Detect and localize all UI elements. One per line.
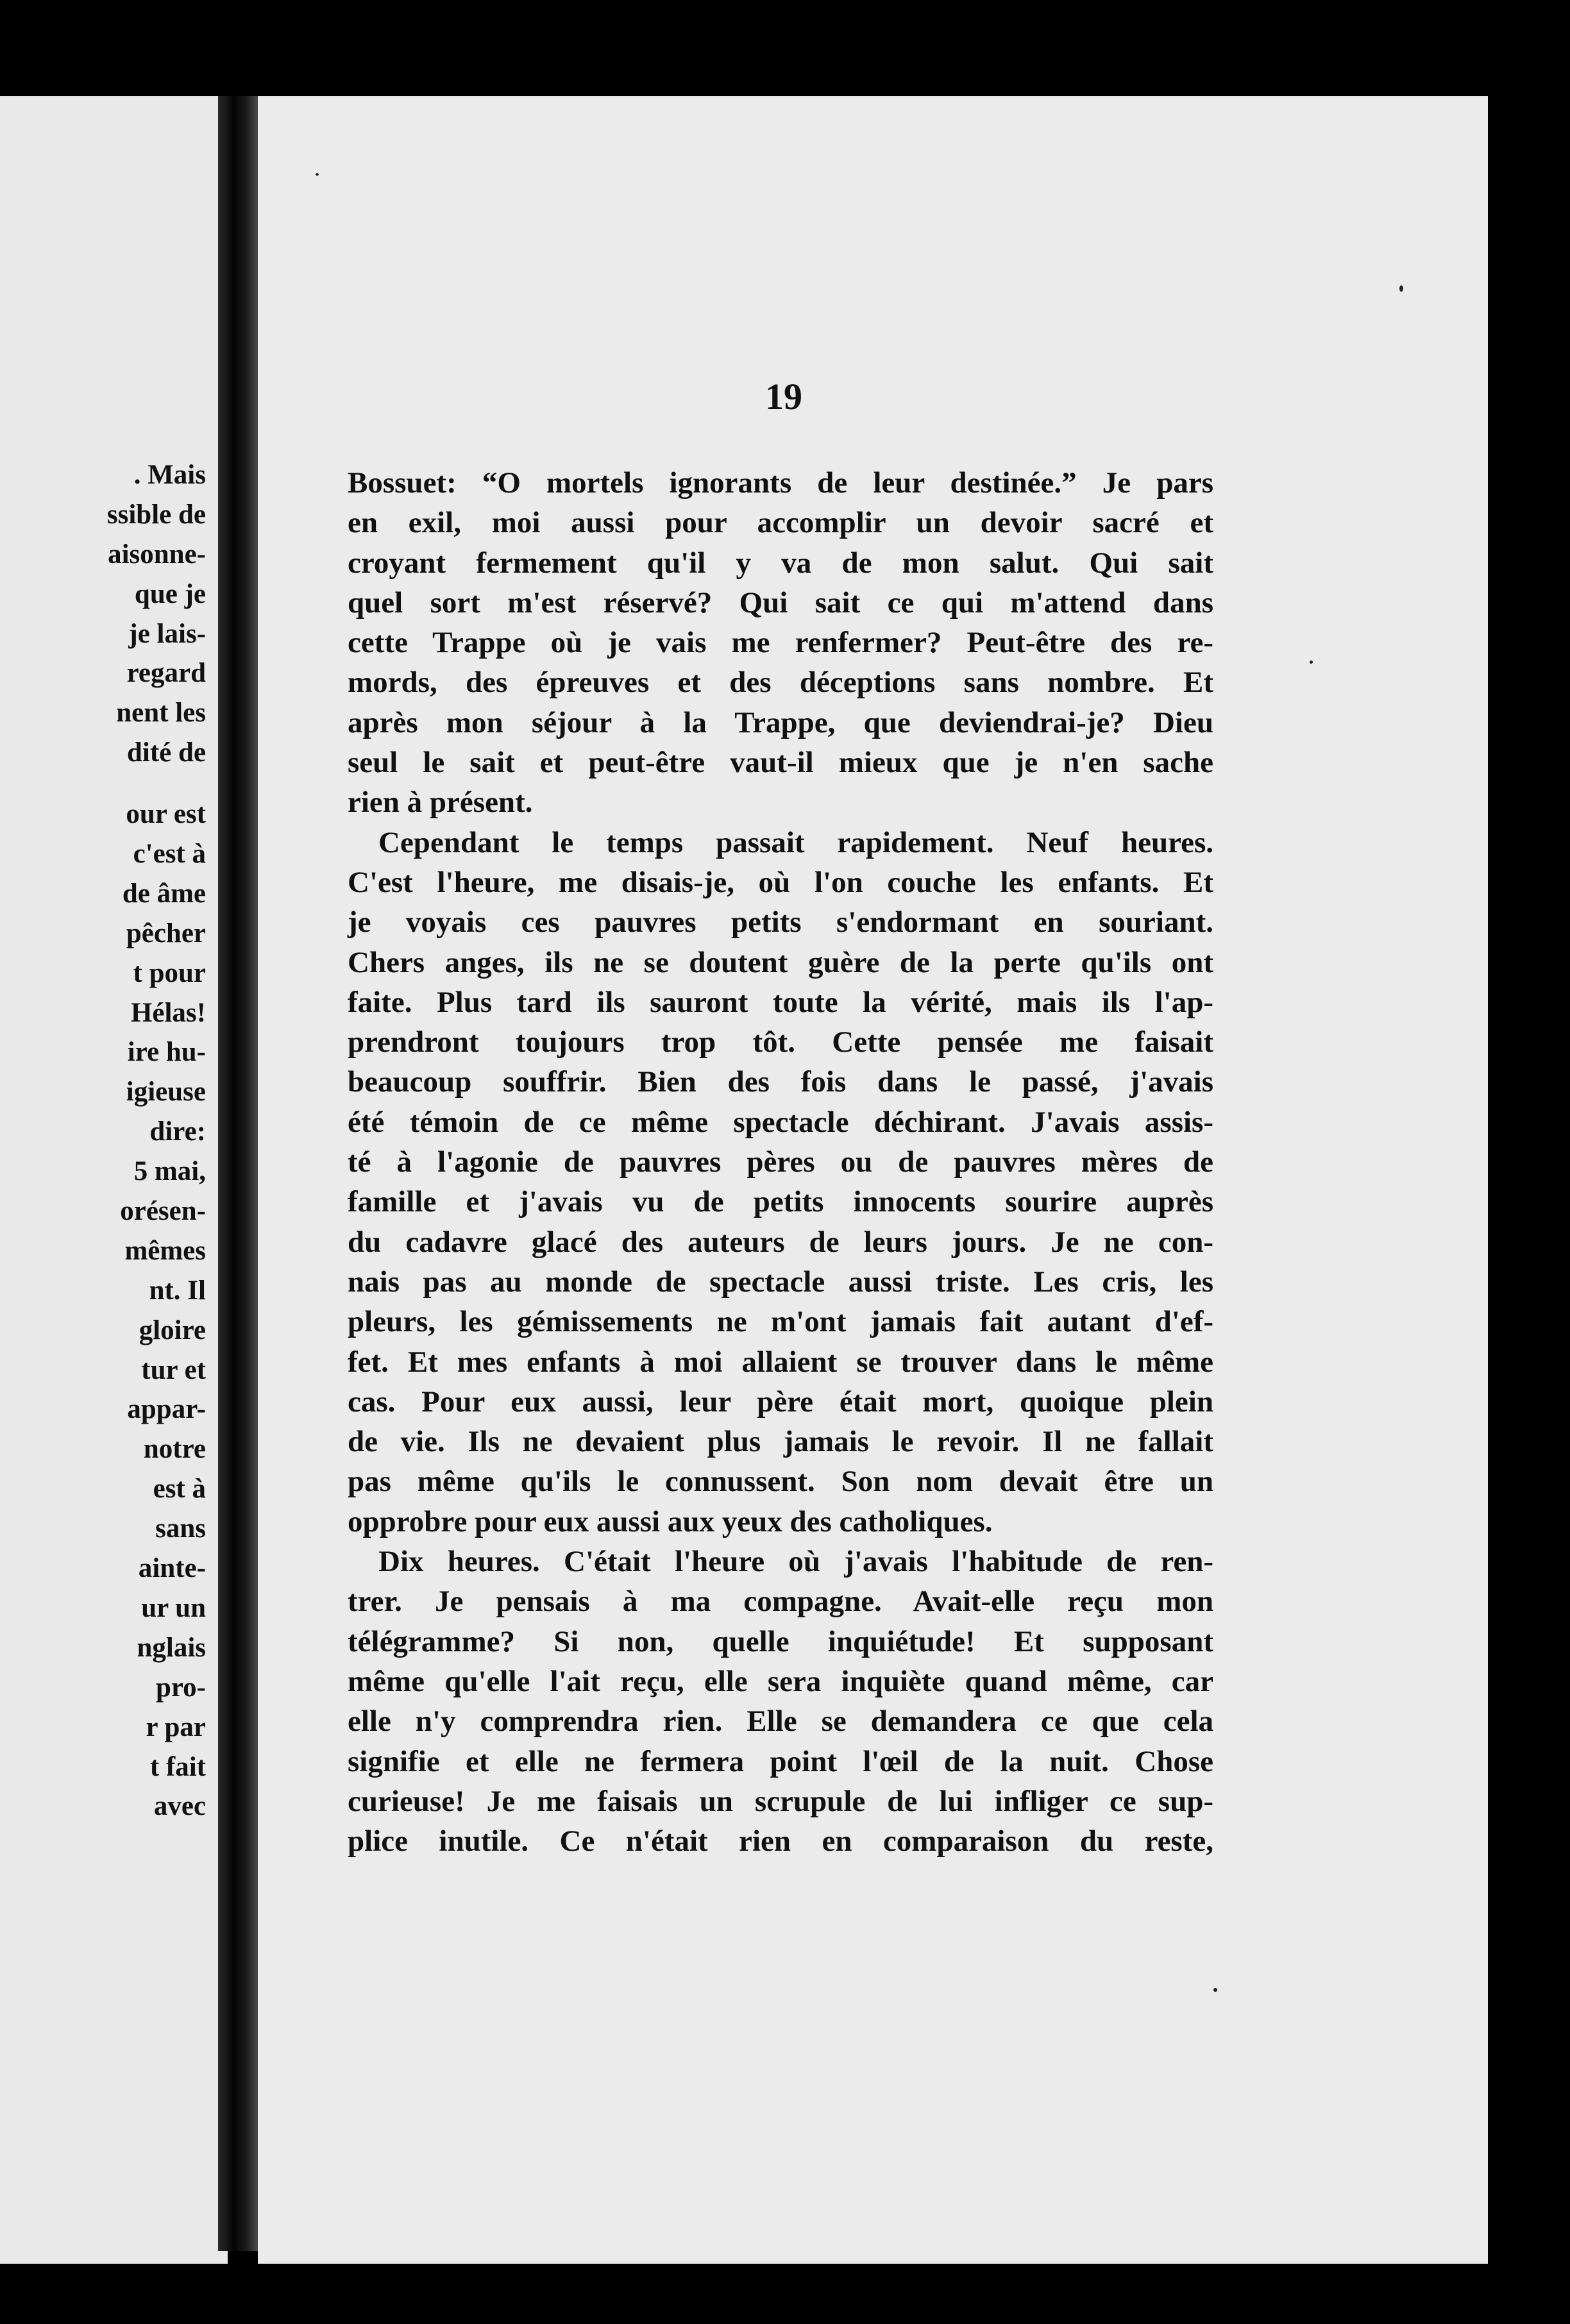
- text-line: de vie. Ils ne devaient plus jamais le revoir. Il ne fallait: [348, 1425, 1213, 1459]
- scan-speck: [316, 173, 319, 176]
- scan-speck: [1399, 285, 1403, 292]
- text-line: en exil, moi aussi pour accomplir un devoir sacré et: [348, 506, 1213, 540]
- previous-page-line: ssible de: [106, 499, 206, 530]
- previous-page-line: pro-: [155, 1672, 206, 1703]
- previous-page-line: que je: [134, 578, 206, 609]
- text-line: mords, des épreuves et des déceptions sans nombre. Et: [348, 666, 1213, 700]
- paragraph: [348, 823, 1213, 1542]
- text-line: famille et j'avais vu de petits innocents sourire auprès: [348, 1185, 1213, 1219]
- previous-page-fragment: [0, 96, 228, 2264]
- text-line: beaucoup souffrir. Bien des fois dans le passé, j'avais: [348, 1065, 1213, 1099]
- text-line: curieuse! Je me faisais un scrupule de lui infliger ce sup-: [348, 1784, 1213, 1818]
- paragraph: [348, 463, 1213, 823]
- previous-page-line: nt. Il: [149, 1275, 206, 1306]
- text-line: plice inutile. Ce n'était rien en comparaison du reste,: [348, 1824, 1213, 1858]
- text-line: opprobre pour eux aussi aux yeux des catholiques.: [348, 1504, 993, 1538]
- text-line: cette Trappe où je vais me renfermer? Peut-être des re-: [348, 626, 1213, 660]
- previous-page-line: orésen-: [120, 1196, 206, 1227]
- current-page: [258, 96, 1488, 2264]
- previous-page-line: ur un: [141, 1592, 206, 1623]
- previous-page-line: tur et: [141, 1354, 206, 1385]
- text-line: signifie et elle ne fermera point l'œil de la nuit. Chose: [348, 1744, 1213, 1778]
- previous-page-line: gloire: [139, 1315, 206, 1345]
- previous-page-line: Hélas!: [130, 997, 206, 1028]
- previous-page-line: ire hu-: [127, 1037, 206, 1068]
- text-line: Dix heures. C'était l'heure où j'avais l'habitude de ren-: [378, 1545, 1213, 1579]
- previous-page-line: avec: [153, 1791, 206, 1822]
- text-line: elle n'y comprendra rien. Elle se demandera ce que cela: [348, 1705, 1213, 1739]
- previous-page-line: 5 mai,: [133, 1156, 206, 1187]
- text-line: trer. Je pensais à ma compagne. Avait-elle reçu mon: [348, 1585, 1213, 1619]
- text-line: cas. Pour eux aussi, leur père était mort, quoique plein: [348, 1385, 1213, 1419]
- previous-page-line: notre: [143, 1434, 206, 1465]
- previous-page-line: mêmes: [124, 1235, 206, 1266]
- text-line: pleurs, les gémissements ne m'ont jamais fait autant d'ef-: [348, 1305, 1213, 1339]
- text-line: Chers anges, ils ne se doutent guère de la perte qu'ils ont: [348, 945, 1213, 979]
- text-line: rien à présent.: [348, 786, 533, 820]
- previous-page-line: dité de: [126, 737, 206, 768]
- text-line: été témoin de ce même spectacle déchirant. J'avais assis-: [348, 1105, 1213, 1139]
- text-line: quel sort m'est réservé? Qui sait ce qui m'attend dans: [348, 585, 1213, 619]
- text-line: prendront toujours trop tôt. Cette pensée me faisait: [348, 1025, 1213, 1059]
- text-line: du cadavre glacé des auteurs de leurs jours. Je ne con-: [348, 1225, 1213, 1259]
- text-line: croyant fermement qu'il y va de mon salut. Qui sait: [348, 546, 1213, 580]
- previous-page-line: t pour: [133, 957, 206, 988]
- previous-page-line: ainte-: [138, 1553, 206, 1584]
- text-line: faite. Plus tard ils sauront toute la vérité, mais ils l'ap-: [348, 985, 1213, 1019]
- previous-page-line: . Mais: [133, 460, 206, 490]
- previous-page-line: regard: [126, 658, 206, 689]
- paragraph: [348, 1542, 1213, 1861]
- book-gutter: [218, 96, 258, 2251]
- previous-page-line: r par: [146, 1712, 206, 1742]
- previous-page-line: sans: [155, 1513, 206, 1544]
- scan-speck: [1310, 661, 1313, 664]
- previous-page-line: pêcher: [126, 918, 206, 948]
- previous-page-line: t fait: [149, 1751, 206, 1782]
- text-line: seul le sait et peut-être vaut-il mieux que je n'en sache: [348, 746, 1213, 780]
- previous-page-line: our est: [126, 799, 206, 830]
- text-line: nais pas au monde de spectacle aussi triste. Les cris, les: [348, 1265, 1213, 1299]
- text-line: je voyais ces pauvres petits s'endormant en souriant.: [348, 905, 1213, 939]
- text-line: Cependant le temps passait rapidement. Neuf heures.: [378, 825, 1213, 859]
- text-line: télégramme? Si non, quelle inquiétude! Et supposant: [348, 1624, 1213, 1658]
- text-line: fet. Et mes enfants à moi allaient se trouver dans le même: [348, 1345, 1213, 1379]
- text-line: après mon séjour à la Trappe, que deviendrai-je? Dieu: [348, 705, 1213, 739]
- previous-page-line: nent les: [116, 698, 206, 728]
- text-line: té à l'agonie de pauvres pères ou de pauvres mères de: [348, 1145, 1213, 1179]
- previous-page-line: je lais-: [128, 618, 206, 649]
- previous-page-text: [107, 455, 206, 1826]
- previous-page-line: de âme: [122, 878, 206, 909]
- previous-page-line: c'est à: [133, 839, 206, 870]
- text-line: pas même qu'ils le connussent. Son nom devait être un: [348, 1465, 1213, 1499]
- text-line: même qu'elle l'ait reçu, elle sera inquiète quand même, car: [348, 1664, 1213, 1698]
- page-body-text: [348, 463, 1213, 1861]
- previous-page-line: aisonne-: [108, 539, 206, 569]
- previous-page-line: est à: [153, 1474, 206, 1504]
- previous-page-line: dire:: [149, 1116, 206, 1147]
- previous-page-line: appar-: [127, 1394, 206, 1425]
- previous-page-line: nglais: [137, 1632, 206, 1663]
- page-number: 19: [765, 376, 802, 417]
- paragraph-gap: [107, 773, 206, 795]
- scan-speck: [1213, 1988, 1217, 1992]
- text-line: Bossuet: “O mortels ignorants de leur destinée.” Je pars: [348, 466, 1213, 500]
- previous-page-line: igieuse: [126, 1077, 206, 1107]
- text-line: C'est l'heure, me disais-je, où l'on couche les enfants. Et: [348, 865, 1213, 899]
